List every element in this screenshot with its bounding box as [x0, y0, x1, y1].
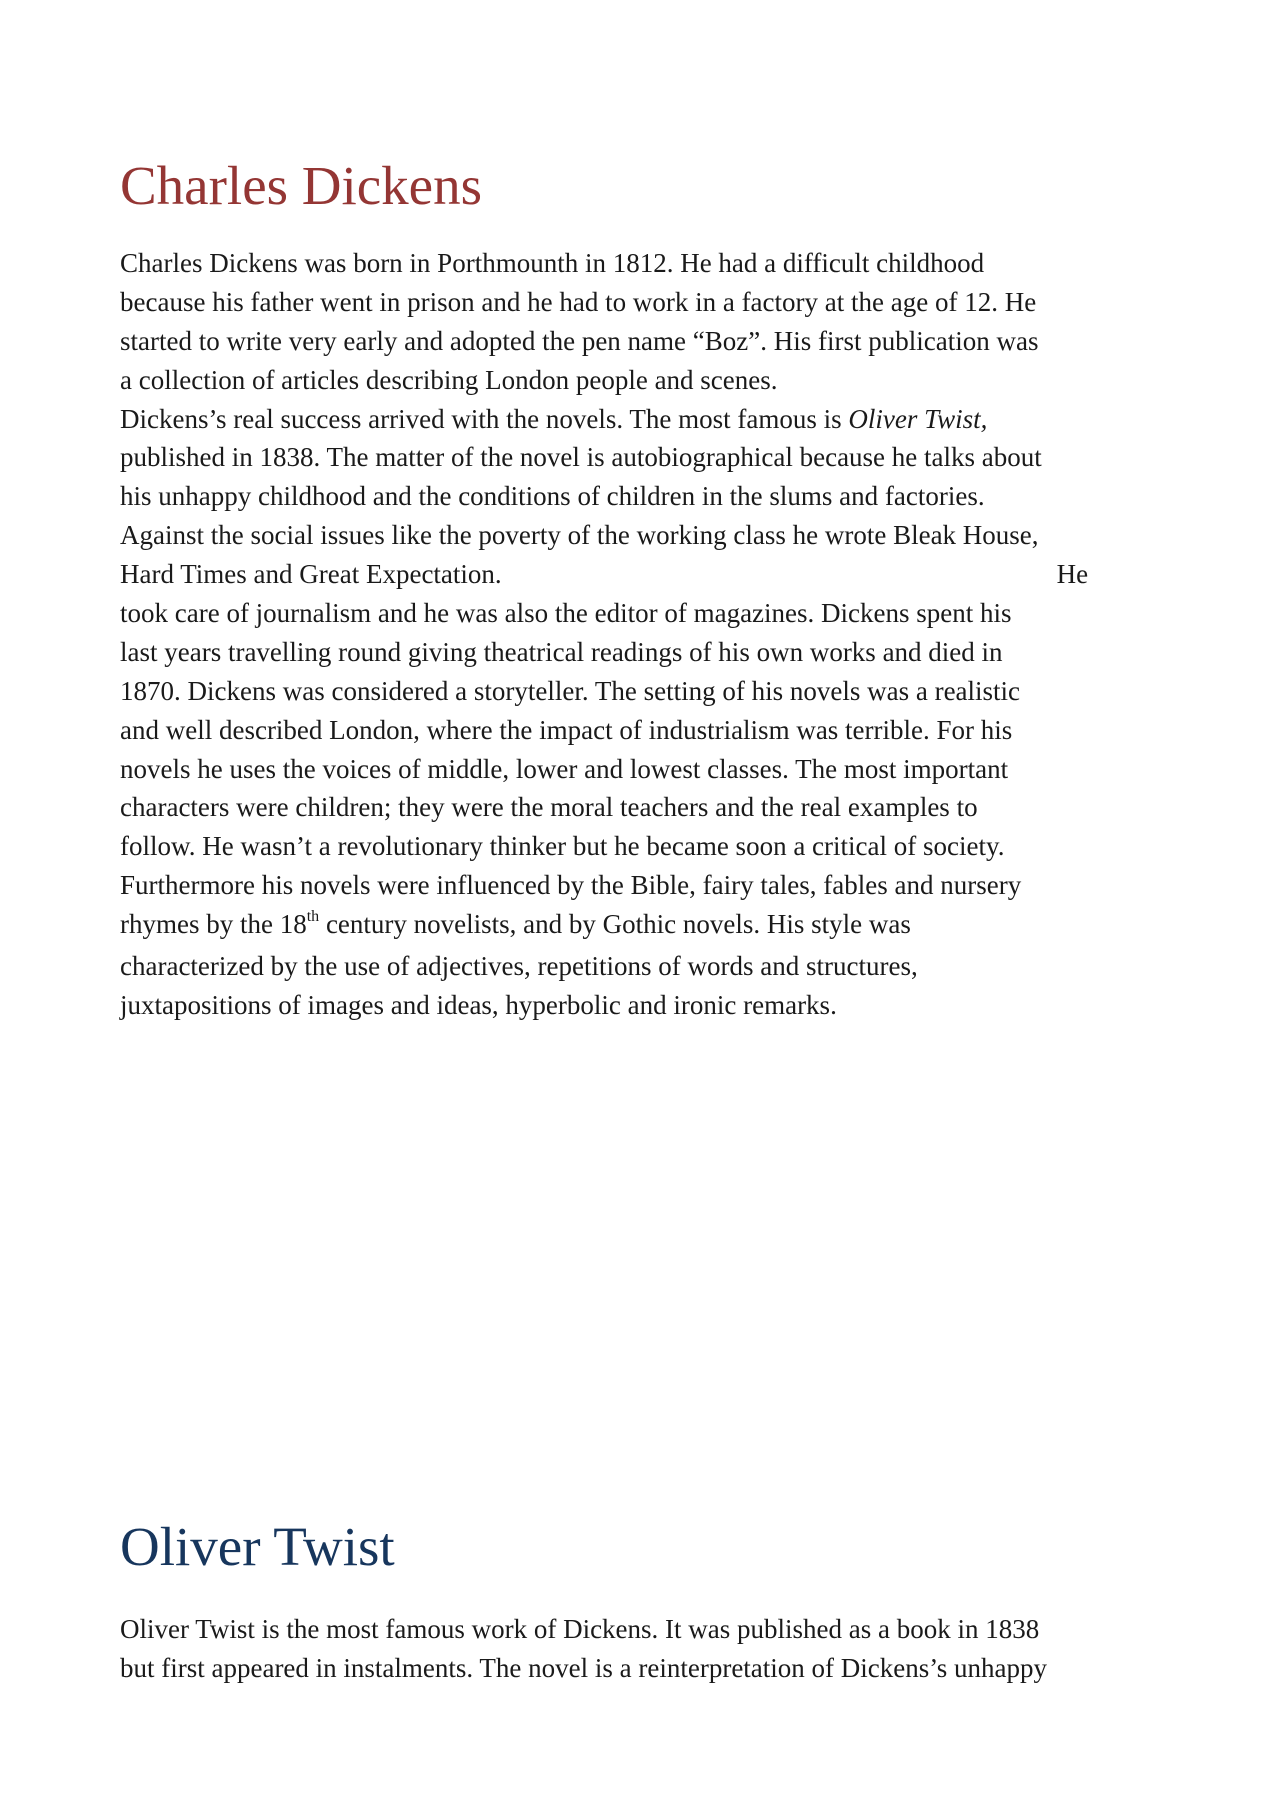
text-line [120, 400, 1180, 439]
text-line: because his father went in prison and he had to work in a factory at the age of 12. He [120, 286, 1037, 317]
section-heading-oliver-twist: Oliver Twist [120, 1516, 395, 1577]
text-line: characters were children; they were the moral teachers and the real examples to [120, 792, 978, 823]
text-line: novels he uses the voices of middle, lower and lowest classes. The most important [120, 753, 1009, 784]
text-run: rhymes by the 18 [120, 909, 307, 940]
italic-book-title: Oliver Twist, [848, 403, 988, 434]
text-line: 1870. Dickens was considered a storyteller. The setting of his novels was a realistic [120, 675, 1021, 706]
text-run: Dickens’s real success arrived with the novels. The most famous is [120, 403, 849, 434]
text-line [120, 555, 1180, 594]
text-line: and well described London, where the impact of industrialism was terrible. For his [120, 714, 1013, 745]
text-line: last years travelling round giving theatrical readings of his own works and died in [120, 636, 1003, 667]
oliver-twist-paragraph [120, 1610, 1180, 1688]
text-line: Charles Dickens was born in Porthmounth in 1812. He had a difficult childhood [120, 248, 985, 278]
text-run: Hard Times and Great Expectation. [120, 559, 502, 590]
text-line: but first appeared in instalments. The novel is a reinterpretation of Dickens’s unhappy [120, 1652, 1048, 1683]
text-line: Furthermore his novels were influenced by the Bible, fairy tales, fables and nursery [120, 870, 1022, 901]
text-line [120, 905, 1180, 947]
text-line: Oliver Twist is the most famous work of Dickens. It was published as a book in 1838 [120, 1614, 1040, 1644]
section-heading-charles-dickens: Charles Dickens [120, 155, 482, 216]
text-line: took care of journalism and he was also the editor of magazines. Dickens spent his [120, 598, 1012, 629]
text-line: characterized by the use of adjectives, repetitions of words and structures, [120, 951, 918, 982]
superscript-ordinal: th [306, 908, 320, 926]
text-run: century novelists, and by Gothic novels. His style was [319, 909, 911, 940]
text-line: a collection of articles describing London people and scenes. [120, 364, 778, 395]
text-line: Against the social issues like the poverty of the working class he wrote Bleak House, [120, 520, 1039, 551]
text-line: published in 1838. The matter of the novel is autobiographical because he talks about [120, 442, 1042, 473]
biography-paragraph [120, 244, 1180, 1025]
text-line: his unhappy childhood and the conditions of children in the slums and factories. [120, 481, 985, 512]
text-line: started to write very early and adopted the pen name “Boz”. His first publication was [120, 325, 1039, 356]
text-line: juxtapositions of images and ideas, hyperbolic and ironic remarks. [120, 990, 837, 1021]
text-run: He [1056, 559, 1089, 590]
text-line: follow. He wasn’t a revolutionary thinker but he became soon a critical of society. [120, 831, 1005, 862]
